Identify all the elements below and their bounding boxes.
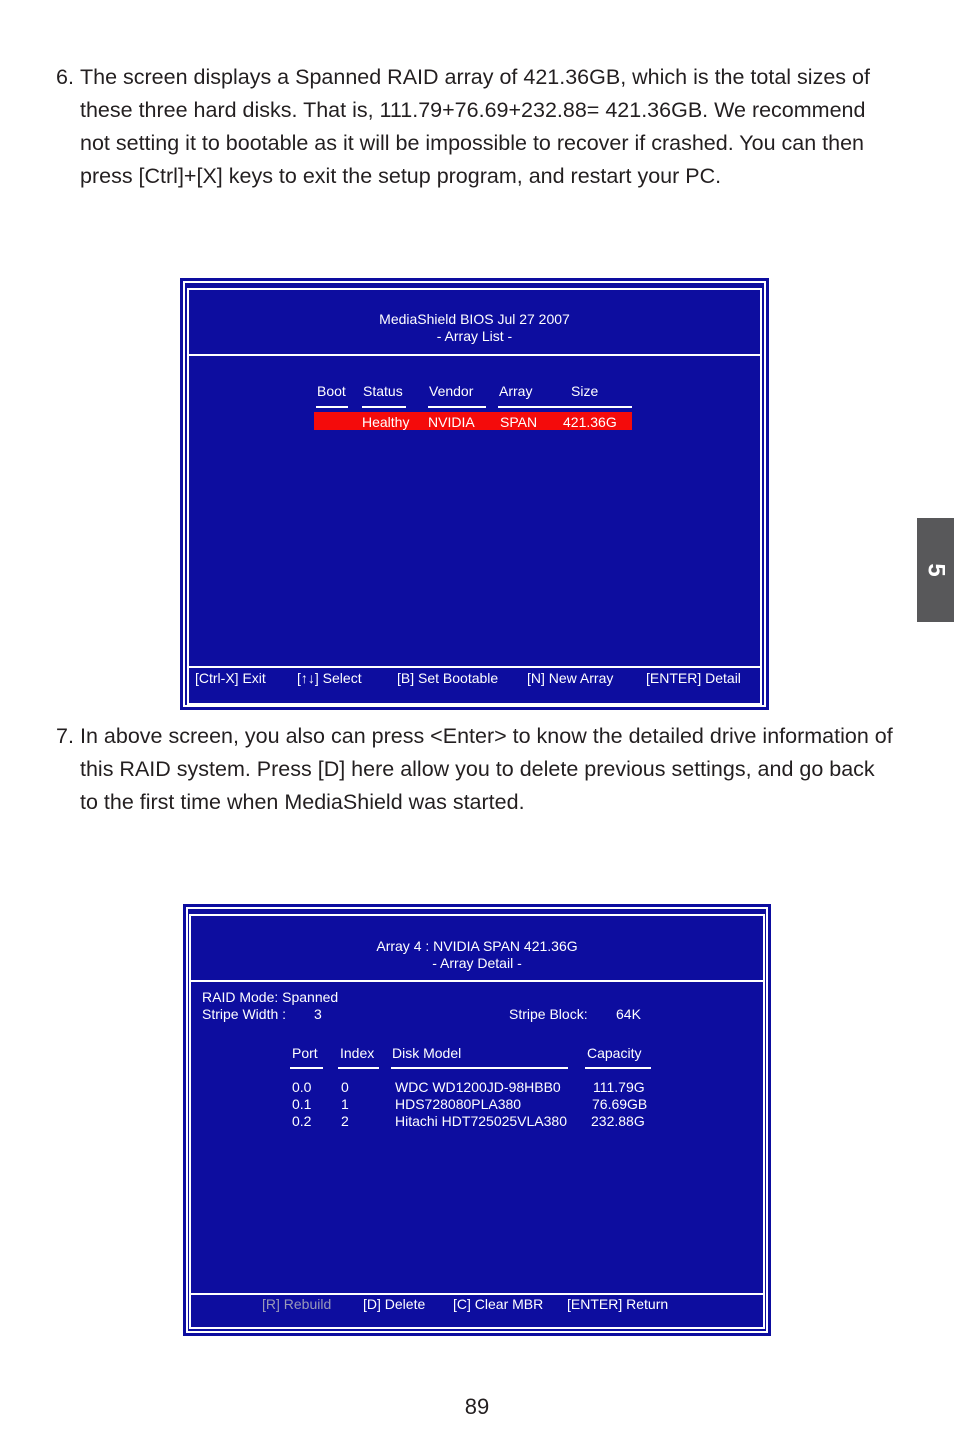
row-status: Healthy (362, 414, 410, 430)
chapter-tab (917, 518, 954, 622)
step-7-line-2: this RAID system. Press [D] here allow you to delete previous settings, and go back (80, 757, 875, 781)
array-list-screen (180, 278, 769, 710)
disk-row-2-capacity: 76.69GB (592, 1096, 648, 1112)
stripe-width-value: 3 (314, 1006, 322, 1022)
boot-underline (316, 406, 348, 408)
column-header-index: Index (340, 1045, 375, 1061)
step-7-line-3: to the first time when MediaShield was started. (80, 790, 525, 814)
row-size: 421.36G (563, 414, 617, 430)
footer-select-key[interactable]: [↑↓] Select (297, 670, 362, 686)
footer-rebuild-key: [R] Rebuild (262, 1296, 332, 1312)
inner-frame (187, 288, 762, 705)
row-array: SPAN (500, 414, 538, 430)
step-7-paragraph (56, 720, 916, 819)
column-header-array: Array (499, 383, 533, 399)
disk-row-3-capacity: 232.88G (591, 1113, 645, 1129)
column-header-boot: Boot (317, 383, 346, 399)
raid-mode: RAID Mode: Spanned (202, 989, 339, 1005)
stripe-block-label: Stripe Block: (509, 1006, 588, 1022)
disk-row-3-index: 2 (341, 1113, 349, 1129)
footer-divider (189, 1293, 765, 1295)
step-6-line-2: these three hard disks. That is, 111.79+76.69+232.88= 421.36GB. We recommend (80, 98, 866, 122)
step-6-number: 6. (56, 65, 74, 89)
header-divider (189, 980, 765, 982)
capacity-underline (585, 1067, 651, 1069)
disk-row-1-index: 0 (341, 1079, 349, 1095)
column-header-vendor: Vendor (429, 383, 474, 399)
footer-divider (187, 666, 762, 668)
step-7-line-1: In above screen, you also can press <Enter> to know the detailed drive information of (80, 724, 893, 748)
port-underline (290, 1067, 323, 1069)
bios-title: MediaShield BIOS Jul 27 2007 (379, 311, 570, 327)
step-6-line-4: press [Ctrl]+[X] keys to exit the setup program, and restart your PC. (80, 164, 722, 188)
chapter-number: 5 (922, 563, 950, 577)
disk-model-underline (391, 1067, 568, 1069)
footer-clear-mbr-key[interactable]: [C] Clear MBR (453, 1296, 544, 1312)
stripe-block-value: 64K (616, 1006, 641, 1022)
disk-row-2-index: 1 (341, 1096, 349, 1112)
index-underline (338, 1067, 379, 1069)
row-vendor: NVIDIA (428, 414, 475, 430)
column-header-capacity: Capacity (587, 1045, 642, 1061)
footer-return-key[interactable]: [ENTER] Return (567, 1296, 669, 1312)
footer-set-bootable-key[interactable]: [B] Set Bootable (397, 670, 499, 686)
column-header-size: Size (571, 383, 599, 399)
disk-row-1-model: WDC WD1200JD-98HBB0 (395, 1079, 561, 1095)
footer-detail-key[interactable]: [ENTER] Detail (646, 670, 741, 686)
column-header-disk-model: Disk Model (392, 1045, 462, 1061)
column-header-status: Status (363, 383, 403, 399)
step-6-line-1: The screen displays a Spanned RAID array of 421.36GB, which is the total sizes of (80, 65, 870, 89)
step-6-line-3: not setting it to bootable as it will be impossible to recover if crashed. You can then (80, 131, 865, 155)
array-detail-screen (183, 904, 771, 1336)
footer-delete-key[interactable]: [D] Delete (363, 1296, 426, 1312)
bios-subtitle: - Array Detail - (432, 955, 522, 971)
disk-row-3-port: 0.2 (292, 1113, 312, 1129)
bios-title: Array 4 : NVIDIA SPAN 421.36G (376, 938, 578, 954)
stripe-width-label: Stripe Width : (202, 1006, 287, 1022)
disk-row-1-capacity: 111.79G (593, 1079, 645, 1095)
array-size-underline (498, 406, 632, 408)
step-7-number: 7. (56, 724, 74, 748)
vendor-underline (428, 406, 486, 408)
status-underline (362, 406, 406, 408)
footer-exit-key[interactable]: [Ctrl-X] Exit (195, 670, 266, 686)
footer-new-array-key[interactable]: [N] New Array (527, 670, 614, 686)
disk-row-2-model: HDS728080PLA380 (395, 1096, 522, 1112)
page-number: 89 (464, 1394, 490, 1419)
step-6-paragraph (56, 61, 916, 193)
bios-subtitle: - Array List - (436, 328, 513, 344)
disk-row-2-port: 0.1 (292, 1096, 312, 1112)
header-divider (187, 354, 762, 356)
disk-row-1-port: 0.0 (292, 1079, 312, 1095)
disk-row-3-model: Hitachi HDT725025VLA380 (395, 1113, 567, 1129)
column-header-port: Port (292, 1045, 318, 1061)
